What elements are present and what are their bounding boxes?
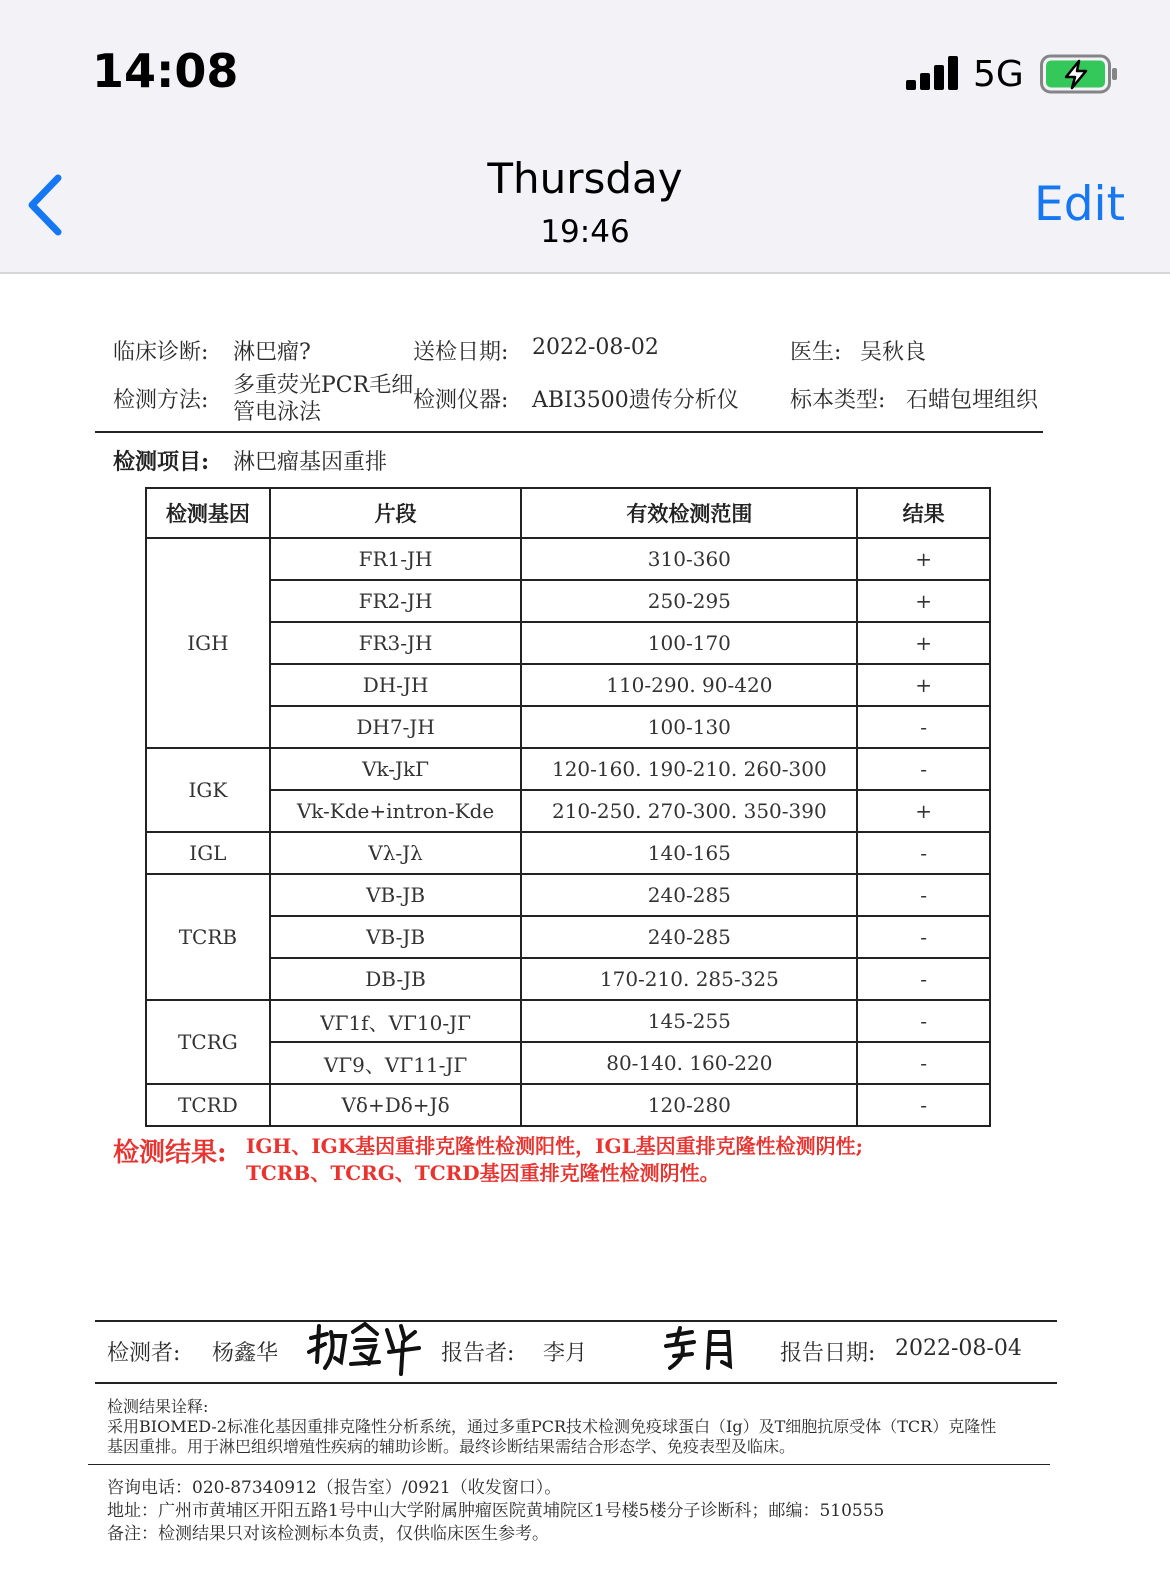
range-cell: 100-130 (521, 706, 857, 748)
table-row (146, 916, 990, 958)
table-row (146, 706, 990, 748)
interpretation-title: 检测结果诠释: (107, 1397, 209, 1416)
result-cell: + (857, 664, 990, 706)
gene-cell: IGH (146, 538, 270, 748)
tester-label: 检测者: (107, 1341, 181, 1366)
result-line-2: TCRB、TCRG、TCRD基因重排克隆性检测阴性。 (246, 1161, 720, 1185)
report-document (0, 274, 1170, 1582)
range-cell: 170-210. 285-325 (521, 958, 857, 1000)
gene-cell: TCRG (146, 1000, 270, 1084)
fragment-cell: DH-JH (270, 664, 522, 706)
result-cell: - (857, 916, 990, 958)
range-cell: 120-160. 190-210. 260-300 (521, 748, 857, 790)
reporter-label: 报告者: (441, 1341, 515, 1366)
table-row (146, 748, 990, 790)
table-row (146, 664, 990, 706)
tester-signature (305, 1318, 423, 1376)
column-header: 片段 (270, 488, 522, 538)
table-row (146, 832, 990, 874)
table-row (146, 958, 990, 1000)
gene-cell: TCRD (146, 1084, 270, 1126)
fragment-cell: FR3-JH (270, 622, 522, 664)
doctor-label: 医生: (790, 340, 842, 365)
result-label: 检测结果: (113, 1138, 227, 1168)
column-header: 有效检测范围 (521, 488, 857, 538)
network-type: 5G (973, 54, 1024, 95)
method-value-line2: 管电泳法 (233, 400, 322, 425)
date-label: 送检日期: (413, 340, 509, 365)
gene-rearrangement-table (145, 487, 991, 1127)
contact-line: 咨询电话：020-87340912（报告室）/0921（收发窗口）。 (107, 1478, 562, 1498)
gene-cell: TCRB (146, 874, 270, 1000)
range-cell: 110-290. 90-420 (521, 664, 857, 706)
fragment-cell: VΓ1f、VΓ10-JΓ (270, 1000, 522, 1042)
diagnosis-label: 临床诊断: (113, 340, 209, 365)
edit-button[interactable]: Edit (1034, 177, 1126, 232)
fragment-cell: VB-JB (270, 874, 522, 916)
range-cell: 120-280 (521, 1084, 857, 1126)
interpretation-line-1: 采用BIOMED-2标准化基因重排克隆性分析系统，通过多重PCR技术检测免疫球蛋白（Ig）及T细胞抗原受体（TCR）克隆性 (107, 1417, 997, 1436)
fragment-cell: VΓ9、VΓ11-JΓ (270, 1042, 522, 1084)
doctor-value: 吴秋良 (860, 340, 927, 365)
signature-bottom-divider (95, 1382, 1057, 1384)
result-cell: - (857, 874, 990, 916)
specimen-value: 石蜡包埋组织 (906, 388, 1039, 413)
report-date-label: 报告日期: (780, 1341, 876, 1366)
table-row (146, 1042, 990, 1084)
instrument-label: 检测仪器: (413, 388, 509, 413)
gene-cell: IGK (146, 748, 270, 832)
result-cell: - (857, 706, 990, 748)
result-line-1: IGH、IGK基因重排克隆性检测阳性，IGL基因重排克隆性检测阴性; (246, 1134, 864, 1158)
range-cell: 310-360 (521, 538, 857, 580)
result-cell: + (857, 538, 990, 580)
method-value-line1: 多重荧光PCR毛细 (233, 373, 414, 398)
footer-divider (88, 1464, 1050, 1465)
signal-icon (906, 56, 960, 90)
table-row (146, 580, 990, 622)
gene-cell: IGL (146, 832, 270, 874)
method-label: 检测方法: (113, 388, 209, 413)
range-cell: 80-140. 160-220 (521, 1042, 857, 1084)
top-bar (0, 0, 1170, 274)
result-cell: + (857, 580, 990, 622)
specimen-label: 标本类型: (790, 388, 886, 413)
nav-subtitle: 19:46 (540, 214, 630, 250)
result-cell: - (857, 1042, 990, 1084)
range-cell: 145-255 (521, 1000, 857, 1042)
result-cell: - (857, 1000, 990, 1042)
table-header-row (146, 488, 990, 538)
instrument-value: ABI3500遗传分析仪 (532, 388, 739, 413)
range-cell: 100-170 (521, 622, 857, 664)
reporter-signature (662, 1324, 742, 1374)
column-header: 检测基因 (146, 488, 270, 538)
result-cell: - (857, 748, 990, 790)
signature-top-divider (95, 1320, 1057, 1322)
table-row (146, 538, 990, 580)
status-time: 14:08 (92, 44, 239, 98)
fragment-cell: Vλ-Jλ (270, 832, 522, 874)
fragment-cell: FR1-JH (270, 538, 522, 580)
tester-name: 杨鑫华 (212, 1341, 279, 1366)
battery-charging-icon (1040, 54, 1120, 94)
fragment-cell: DB-JB (270, 958, 522, 1000)
header-divider (95, 431, 1043, 433)
table-row (146, 874, 990, 916)
table-row (146, 1000, 990, 1042)
range-cell: 250-295 (521, 580, 857, 622)
result-cell: + (857, 622, 990, 664)
fragment-cell: VB-JB (270, 916, 522, 958)
fragment-cell: Vδ+Dδ+Jδ (270, 1084, 522, 1126)
address-line: 地址：广州市黄埔区开阳五路1号中山大学附属肿瘤医院黄埔院区1号楼5楼分子诊断科；邮编：510555 (107, 1501, 885, 1521)
result-cell: - (857, 958, 990, 1000)
result-cell: + (857, 790, 990, 832)
report-date-value: 2022-08-04 (895, 1336, 1022, 1361)
date-value: 2022-08-02 (532, 335, 659, 360)
range-cell: 240-285 (521, 916, 857, 958)
fragment-cell: Vk-JkΓ (270, 748, 522, 790)
result-cell: - (857, 1084, 990, 1126)
column-header: 结果 (857, 488, 990, 538)
table-row (146, 1084, 990, 1126)
interpretation-line-2: 基因重排。用于淋巴组织增殖性疾病的辅助诊断。最终诊断结果需结合形态学、免疫表型及临床。 (107, 1437, 796, 1456)
fragment-cell: FR2-JH (270, 580, 522, 622)
item-value: 淋巴瘤基因重排 (233, 450, 388, 475)
table-body (146, 538, 990, 1126)
table-row (146, 622, 990, 664)
reporter-name: 李月 (543, 1341, 588, 1366)
fragment-cell: DH7-JH (270, 706, 522, 748)
range-cell: 210-250. 270-300. 350-390 (521, 790, 857, 832)
note-line: 备注：检测结果只对该检测标本负责，仅供临床医生参考。 (107, 1524, 549, 1544)
range-cell: 240-285 (521, 874, 857, 916)
nav-title: Thursday (487, 154, 683, 203)
item-label: 检测项目: (113, 449, 210, 475)
table-row (146, 790, 990, 832)
result-cell: - (857, 832, 990, 874)
fragment-cell: Vk-Kde+intron-Kde (270, 790, 522, 832)
range-cell: 140-165 (521, 832, 857, 874)
diagnosis-value: 淋巴瘤? (233, 340, 311, 365)
